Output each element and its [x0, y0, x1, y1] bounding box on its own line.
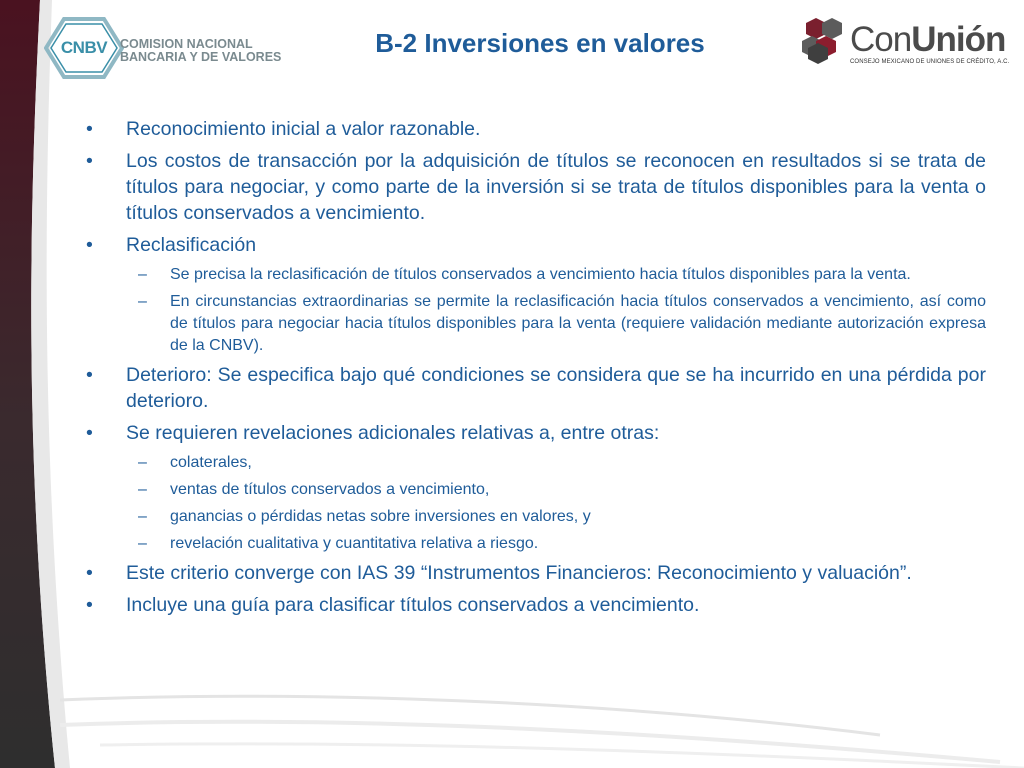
conunion-logo: [800, 16, 1015, 74]
bullet-text: Reconocimiento inicial a valor razonable.: [126, 118, 481, 140]
cnbv-name: [120, 38, 281, 64]
cnbv-name-line2: BANCARIA Y DE VALORES: [120, 50, 282, 64]
dash-mark: –: [138, 508, 147, 525]
sub-item: [86, 452, 986, 474]
sub-text: revelación cualitativa y cuantitativa relativa a riesgo.: [170, 535, 539, 552]
dash-mark: –: [138, 293, 147, 310]
cnbv-name-line1: COMISION NACIONAL: [120, 37, 253, 51]
bullet-mark: •: [86, 562, 93, 584]
bullet-mark: •: [86, 422, 93, 444]
bullet-item: [86, 592, 986, 618]
sub-text: ventas de títulos conservados a vencimiento,: [170, 481, 490, 498]
dash-mark: –: [138, 454, 147, 471]
bullet-item: [86, 232, 986, 258]
conunion-wordmark: [850, 20, 1005, 60]
sub-text: Se precisa la reclasificación de títulos conservados a vencimiento hacia títulos disponibles para la venta.: [170, 266, 911, 283]
sub-text: colaterales,: [170, 454, 252, 471]
sub-item: [86, 506, 986, 528]
sub-item: [86, 291, 986, 357]
bullet-item: [86, 362, 986, 414]
dash-mark: –: [138, 481, 147, 498]
sub-item: [86, 264, 986, 286]
conunion-word-union: Unión: [911, 20, 1006, 59]
cnbv-badge: CNBV: [60, 38, 108, 57]
bullet-text: Incluye una guía para clasificar títulos conservados a vencimiento.: [126, 594, 700, 616]
cnbv-logo: [44, 16, 284, 80]
bullet-text: Los costos de transacción por la adquisición de títulos se reconocen en resultados si se trata de títulos para negociar, y como parte de la inversión si se trata de títulos disponibles para la venta o títulos conservados a vencimiento.: [126, 150, 986, 224]
slide-title: B-2 Inversiones en valores: [375, 28, 705, 58]
bullet-item: [86, 116, 986, 142]
conunion-word-con: Con: [850, 20, 912, 59]
conunion-tagline: CONSEJO MEXICANO DE UNIONES DE CRÉDITO, A.C.: [850, 59, 1010, 65]
sub-text: En circunstancias extraordinarias se permite la reclasificación hacia títulos conservados a vencimiento, así como de títulos para negociar hacia títulos disponibles para la venta (requiere validación mediante autorización expresa de la CNBV).: [170, 293, 986, 354]
bullet-mark: •: [86, 364, 93, 386]
bullet-mark: •: [86, 234, 93, 256]
conunion-cubes-icon: [800, 16, 850, 66]
bullet-text: Reclasificación: [126, 234, 257, 256]
sub-item: [86, 533, 986, 555]
sub-text: ganancias o pérdidas netas sobre inversiones en valores, y: [170, 508, 591, 525]
bullet-text: Este criterio converge con IAS 39 “Instrumentos Financieros: Reconocimiento y valuación”.: [126, 562, 912, 584]
bullet-mark: •: [86, 150, 93, 172]
bullet-mark: •: [86, 118, 93, 140]
sub-item: [86, 479, 986, 501]
dash-mark: –: [138, 535, 147, 552]
bullet-item: [86, 420, 986, 446]
bullet-mark: •: [86, 594, 93, 616]
bullet-item: [86, 560, 986, 586]
dash-mark: –: [138, 266, 147, 283]
bullet-text: Deterioro: Se especifica bajo qué condiciones se considera que se ha incurrido en una pérdida por deterioro.: [126, 364, 986, 412]
bullet-item: [86, 148, 986, 226]
bullet-text: Se requieren revelaciones adicionales relativas a, entre otras:: [126, 422, 660, 444]
slide-body: [86, 116, 986, 624]
